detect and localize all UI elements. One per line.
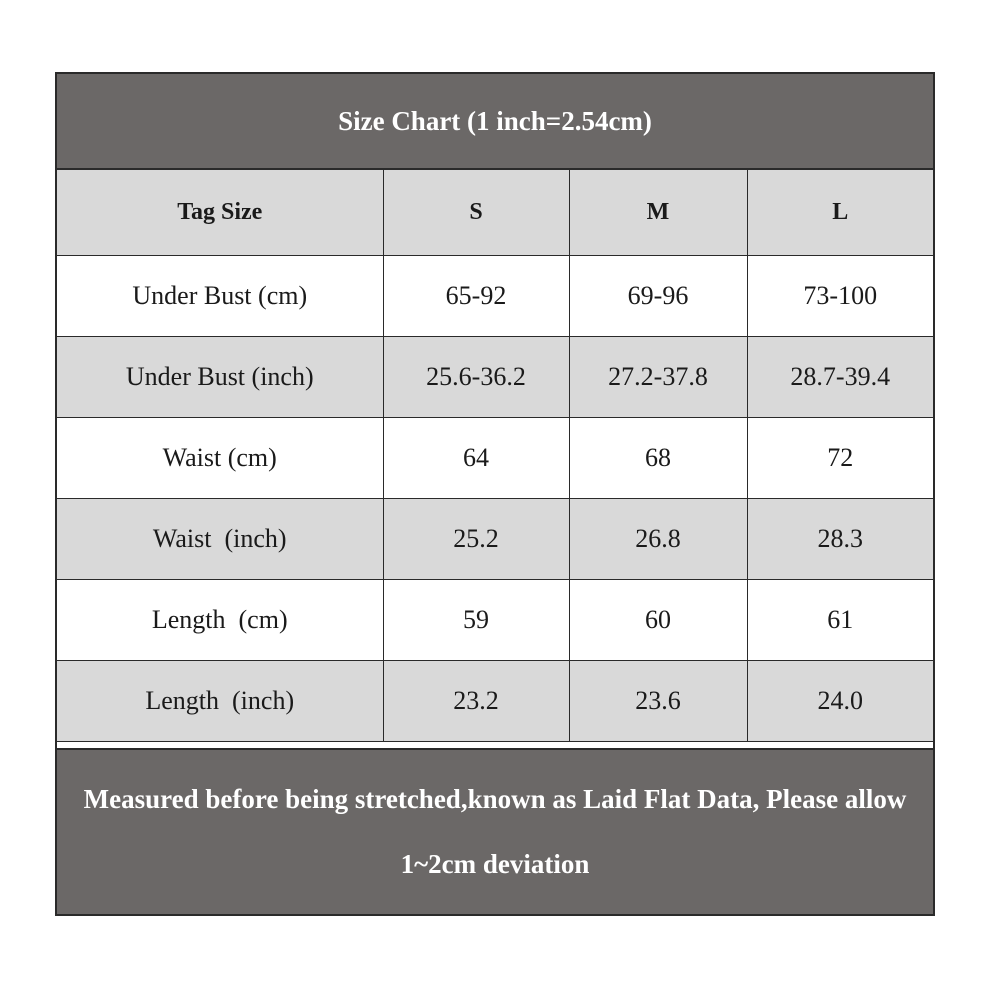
cell-l: 24.0: [747, 661, 933, 742]
header-size-l: L: [747, 170, 933, 256]
cell-l: 28.3: [747, 499, 933, 580]
row-label: Under Bust (cm): [57, 256, 383, 337]
size-table: [57, 170, 933, 742]
cell-l: 28.7-39.4: [747, 337, 933, 418]
table-row: [57, 661, 933, 742]
footer-note-line2: 1~2cm deviation: [400, 849, 590, 879]
cell-s: 25.6-36.2: [383, 337, 569, 418]
cell-m: 69-96: [569, 256, 747, 337]
size-chart: [55, 72, 935, 916]
header-tag-size: Tag Size: [57, 170, 383, 256]
table-row: [57, 256, 933, 337]
table-row: [57, 418, 933, 499]
row-label: Length (inch): [57, 661, 383, 742]
cell-m: 68: [569, 418, 747, 499]
row-label: Under Bust (inch): [57, 337, 383, 418]
chart-title: Size Chart (1 inch=2.54cm): [57, 74, 933, 170]
header-size-m: M: [569, 170, 747, 256]
cell-s: 65-92: [383, 256, 569, 337]
cell-s: 25.2: [383, 499, 569, 580]
table-row: [57, 499, 933, 580]
header-size-s: S: [383, 170, 569, 256]
table-header-row: [57, 170, 933, 256]
cell-m: 26.8: [569, 499, 747, 580]
footer-note: [57, 748, 933, 914]
cell-l: 72: [747, 418, 933, 499]
table-row: [57, 337, 933, 418]
cell-l: 61: [747, 580, 933, 661]
cell-l: 73-100: [747, 256, 933, 337]
cell-m: 60: [569, 580, 747, 661]
cell-m: 27.2-37.8: [569, 337, 747, 418]
cell-m: 23.6: [569, 661, 747, 742]
cell-s: 59: [383, 580, 569, 661]
cell-s: 23.2: [383, 661, 569, 742]
row-label: Length (cm): [57, 580, 383, 661]
footer-note-line1: Measured before being stretched,known as Laid Flat Data, Please allow: [83, 784, 907, 814]
row-label: Waist (inch): [57, 499, 383, 580]
row-label: Waist (cm): [57, 418, 383, 499]
cell-s: 64: [383, 418, 569, 499]
table-row: [57, 580, 933, 661]
